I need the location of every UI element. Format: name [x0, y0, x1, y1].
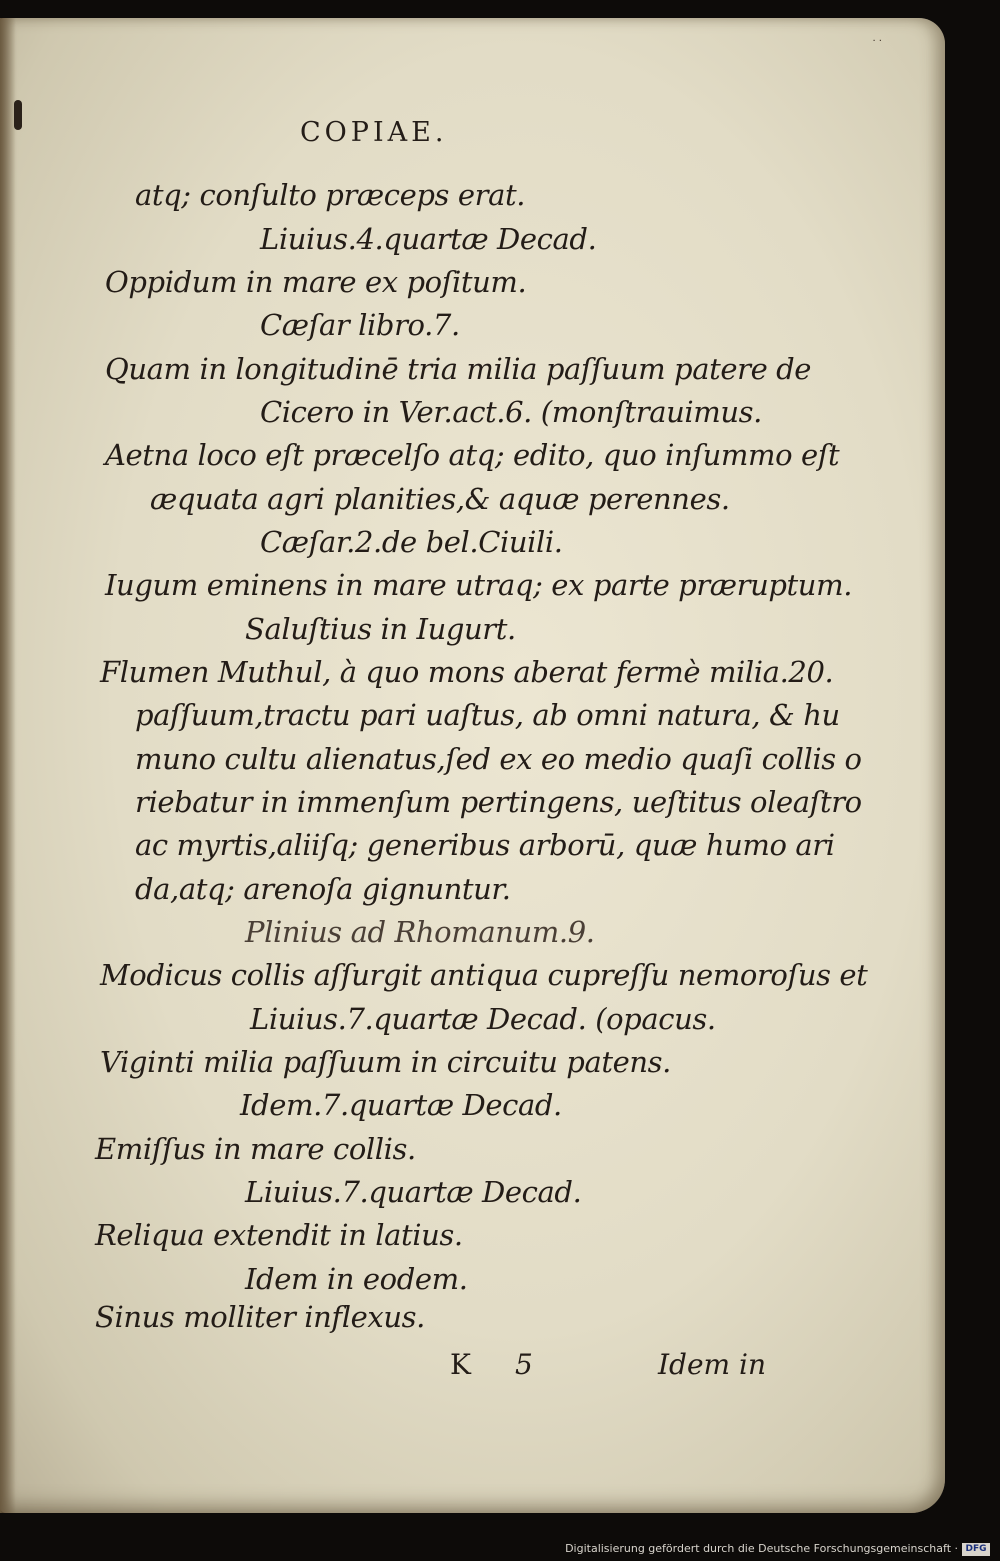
text-line: muno cultu alienatus,ſed ex eo medio quaſi collis o: [135, 742, 862, 776]
text-line: Emiſſus in mare collis.: [95, 1132, 416, 1166]
text-line: Aetna loco eſt præcelſo atq; edito, quo inſummo eſt: [105, 438, 840, 472]
running-title: COPIAE.: [300, 117, 448, 148]
text-line: Liuius.7.quartæ Decad.: [245, 1175, 582, 1209]
catchword: Idem in: [658, 1348, 766, 1381]
text-line: Cæſar libro.7.: [260, 308, 460, 342]
text-line: Liuius.4.quartæ Decad.: [260, 222, 597, 256]
text-line: Oppidum in mare ex poſitum.: [105, 265, 527, 299]
signature-number: 5: [515, 1348, 533, 1381]
text-line: Idem.7.quartæ Decad.: [240, 1088, 562, 1122]
ink-blot: [14, 100, 22, 130]
page-gutter: [0, 18, 16, 1513]
text-line: æquata agri planities,& aquæ perennes.: [150, 482, 730, 516]
text-line: paſſuum,tractu pari uaſtus, ab omni natura, & hu: [135, 698, 840, 732]
text-line: Flumen Muthul, à quo mons aberat fermè milia.20.: [100, 655, 834, 689]
dfg-logo: DFG: [962, 1543, 990, 1556]
text-line: Quam in longitudinē tria milia paſſuum patere de: [105, 352, 812, 386]
text-line: Modicus collis aſſurgit antiqua cupreſſu nemoroſus et: [100, 958, 868, 992]
text-line: Reliqua extendit in latius.: [95, 1218, 463, 1252]
digitization-credit: Digitalisierung gefördert durch die Deutsche Forschungsgemeinschaft ·: [565, 1542, 958, 1555]
text-line: ac myrtis,aliiſq; generibus arborū, quæ humo ari: [135, 828, 835, 862]
text-line: Sinus molliter inflexus.: [95, 1300, 425, 1334]
corner-dots: · ·: [872, 36, 882, 47]
text-line: Idem in eodem.: [245, 1262, 468, 1296]
text-line: da,atq; arenoſa gignuntur.: [135, 872, 511, 906]
text-line: riebatur in immenſum pertingens, ueſtitus oleaſtro: [135, 785, 862, 819]
text-line: Saluſtius in Iugurt.: [245, 612, 516, 646]
text-line: Viginti milia paſſuum in circuitu patens.: [100, 1045, 671, 1079]
text-line: Cicero in Ver.act.6. (monſtrauimus.: [260, 395, 762, 429]
text-line: Liuius.7.quartæ Decad. (opacus.: [250, 1002, 716, 1036]
text-line: Plinius ad Rhomanum.9.: [245, 915, 595, 949]
text-line: atq; conſulto præceps erat.: [135, 178, 526, 212]
footer-bar: [0, 1513, 1000, 1561]
signature-mark: K: [450, 1348, 471, 1381]
text-line: Cæſar.2.de bel.Ciuili.: [260, 525, 563, 559]
text-line: Iugum eminens in mare utraq; ex parte præruptum.: [105, 568, 853, 602]
